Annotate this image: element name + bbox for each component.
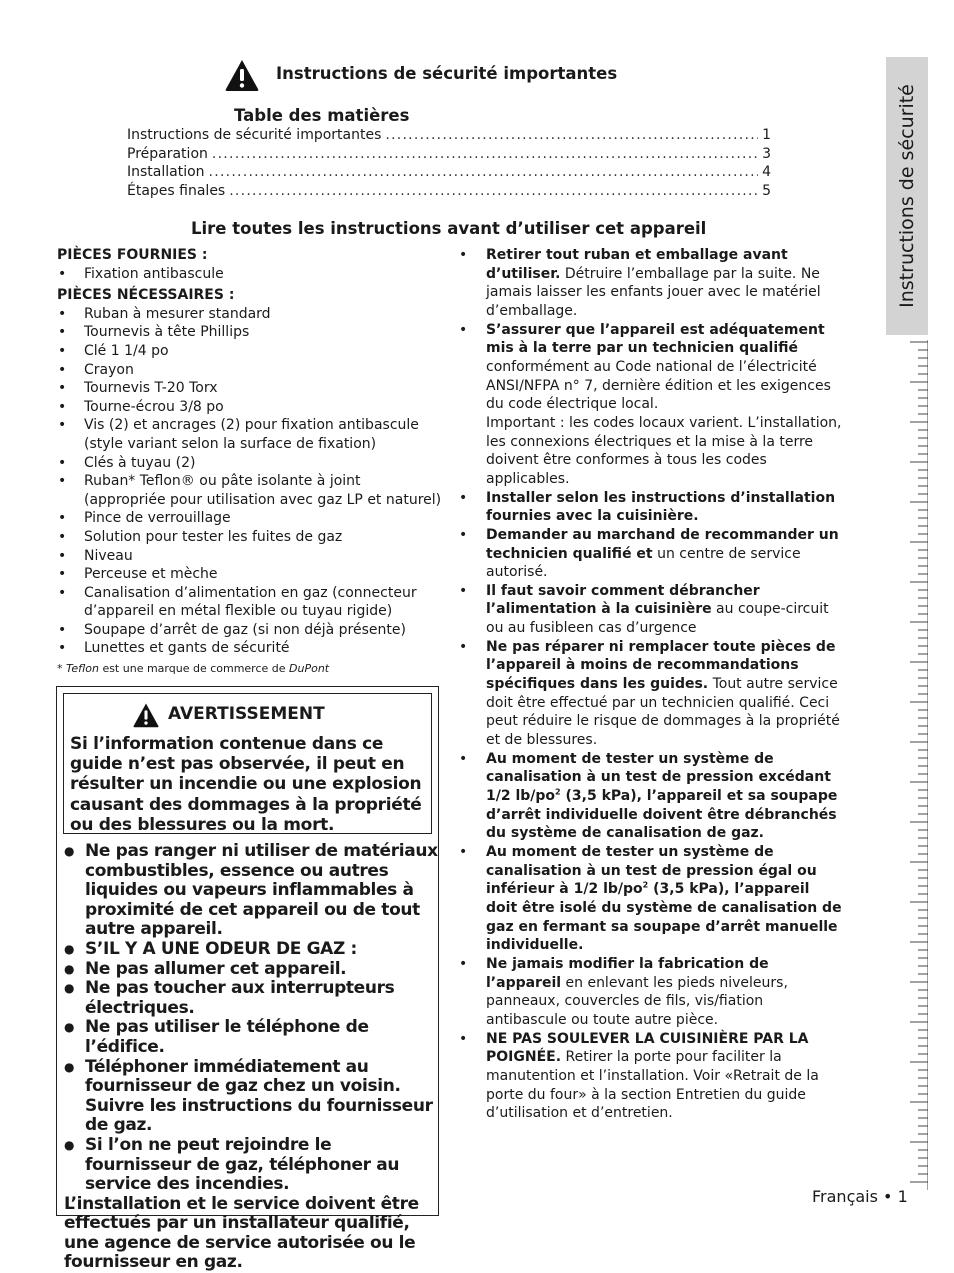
warning-instructions xyxy=(64,842,438,1273)
footer-bullet: • xyxy=(883,1187,893,1206)
list-item: • Clés à tuyau (2) xyxy=(57,454,442,473)
safety-instructions-column xyxy=(458,246,842,1123)
toc-dot-leader xyxy=(385,126,758,145)
list-item: • Niveau xyxy=(57,547,442,566)
safety-item: • Retirer tout ruban et emballage avant d’utiliser. Détruire l’emballage par la suite. Ne jamais laisser les enfants jouer avec le matériel d’emballage. xyxy=(458,246,842,321)
list-item: • Vis (2) et ancrages (2) pour fixation antibascule (style variant selon la surface de fixation) xyxy=(57,416,442,453)
warning-triangle-icon xyxy=(132,702,160,728)
list-item: • Fixation antibascule xyxy=(57,265,442,284)
toc-entry-page: 1 xyxy=(762,127,771,143)
safety-item: • Il faut savoir comment débrancher l’alimentation à la cuisinière au coupe-circuit ou au fusibleen cas d’urgence xyxy=(458,582,842,638)
warning-item: ● Ne pas toucher aux interrupteurs électriques. xyxy=(64,979,438,1018)
list-item: • Clé 1 1/4 po xyxy=(57,342,442,361)
list-item: • Soupape d’arrêt de gaz (si non déjà présente) xyxy=(57,621,442,640)
toc-title: Table des matières xyxy=(234,106,410,125)
toc-entry-page: 3 xyxy=(762,145,771,162)
list-item: • Canalisation d’alimentation en gaz (connecteur d’appareil en métal flexible ou tuyau rigide) xyxy=(57,584,442,621)
safety-header xyxy=(224,58,644,92)
page-number: 1 xyxy=(897,1187,908,1206)
warning-box xyxy=(56,686,439,1273)
safety-item: • Ne jamais modifier la fabrication de l’appareil en enlevant les pieds niveleurs, panneaux, couvercles de fils, vis/fiation antibascule ou toute autre pièce. xyxy=(458,955,842,1030)
toc-dot-leader xyxy=(209,163,759,182)
warning-item: ● Si l’on ne peut rejoindre le fournisseur de gaz, téléphoner au service des incendies. xyxy=(64,1136,438,1195)
supplied-parts-list xyxy=(57,265,442,284)
warning-item: ● Téléphoner immédiatement au fournisseur de gaz chez un voisin. Suivre les instructions du fournisseur de gaz. xyxy=(64,1058,438,1136)
parts-column xyxy=(57,246,442,679)
toc-entry-label: Instructions de sécurité importantes xyxy=(127,127,382,143)
list-item: • Perceuse et mèche xyxy=(57,565,442,584)
list-item: • Crayon xyxy=(57,361,442,380)
page-footer xyxy=(812,1187,908,1206)
safety-item: • NE PAS SOULEVER LA CUISINIÈRE PAR LA POIGNÉE. Retirer la porte pour faciliter la manutention et l’installation. Voir «Retrait de la porte du four» à la section Entretien du guide d’utilisation et d’entretien. xyxy=(458,1030,842,1123)
warning-item: ● Ne pas utiliser le téléphone de l’édifice. xyxy=(64,1018,438,1057)
section-side-tab xyxy=(886,57,928,335)
warning-item: ● S’IL Y A UNE ODEUR DE GAZ : xyxy=(64,940,438,960)
warning-closing: L’installation et le service doivent être effectués par un installateur qualifié, une agence de service autorisée ou le fournisseur en gaz. xyxy=(64,1193,419,1273)
safety-item: • Au moment de tester un système de canalisation à un test de pression égal ou inférieur à 1/2 $lb/po^2$ (3,5 kPa), l’appareil doit être isolé du système de canalisation de gaz en fermant sa soupape d’arrêt manuelle individuelle. xyxy=(458,843,842,955)
toc-entry-label: Étapes finales xyxy=(127,182,226,199)
list-item: • Ruban à mesurer standard xyxy=(57,305,442,324)
warning-item: ● Ne pas ranger ni utiliser de matériaux combustibles, essence ou autres liquides ou vapeurs inflammables à proximité de cet appareil ou de tout autre appareil. xyxy=(64,842,438,940)
safety-item: • Installer selon les instructions d’installation fournies avec la cuisinière. xyxy=(458,489,842,526)
safety-item: • Demander au marchand de recommander un technicien qualifié et un centre de service autorisé. xyxy=(458,526,842,582)
toc-entry[interactable] xyxy=(127,126,771,145)
toc-entry-page: 4 xyxy=(762,164,771,180)
table-of-contents xyxy=(127,126,771,200)
warning-triangle-icon xyxy=(224,58,260,92)
needed-parts-list xyxy=(57,305,442,658)
teflon-footnote: * Teflon est une marque de commerce de DuPont xyxy=(57,662,330,676)
read-all-heading: Lire toutes les instructions avant d’utiliser cet appareil xyxy=(191,219,707,238)
supplied-parts-heading: PIÈCES FOURNIES : xyxy=(57,247,208,263)
warning-header-box xyxy=(63,693,432,834)
safety-item: • Au moment de tester un système de canalisation à un test de pression excédant 1/2 $lb/po^2$ (3,5 kPa), l’appareil et sa soupape d’arrêt individuelle doivent être débranchés du système de canalisation de gaz. xyxy=(458,750,842,843)
toc-entry[interactable] xyxy=(127,182,771,201)
page-title: Instructions de sécurité importantes xyxy=(276,64,618,83)
list-item: • Tourne-écrou 3/8 po xyxy=(57,398,442,417)
toc-dot-leader xyxy=(212,145,758,164)
list-item: • Ruban* Teflon® ou pâte isolante à joint (appropriée pour utilisation avec gaz LP et naturel) xyxy=(57,472,442,509)
list-item: • Pince de verrouillage xyxy=(57,509,442,528)
toc-entry-page: 5 xyxy=(762,182,771,199)
list-item: • Lunettes et gants de sécurité xyxy=(57,639,442,658)
toc-entry-label: Préparation xyxy=(127,145,208,162)
toc-dot-leader xyxy=(229,182,758,201)
footer-language: Français xyxy=(812,1187,878,1206)
side-tab-label: Instructions de sécurité xyxy=(896,84,918,308)
safety-item: • Ne pas réparer ni remplacer toute pièces de l’appareil à moins de recommandations spécifiques dans les guides. Tout autre service doit être effectué par un technicien qualifié. Ceci peut réduire le risque de dommages à la propriété et de blessures. xyxy=(458,638,842,750)
warning-text: Si l’information contenue dans ce guide n’est pas observée, il peut en résulter un incendie ou une explosion causant des dommages à la propriété ou des blessures ou la mort. xyxy=(70,734,422,835)
safety-item: • S’assurer que l’appareil est adéquatement mis à la terre par un technicien qualifié conformément au Code national de l’électricité ANSI/NFPA n° 7, dernière édition et les exigences du code électrique local. Important : les codes locaux varient. L’installation, les connexions électriques et la mise à la terre doivent être conformes à tous les codes applicables. xyxy=(458,321,842,489)
list-item: • Solution pour tester les fuites de gaz xyxy=(57,528,442,547)
warning-title: AVERTISSEMENT xyxy=(168,704,325,724)
list-item: • Tournevis à tête Phillips xyxy=(57,323,442,342)
toc-entry-label: Installation xyxy=(127,164,205,180)
warning-item: ● Ne pas allumer cet appareil. xyxy=(64,960,438,980)
toc-entry[interactable] xyxy=(127,163,771,182)
list-item: • Tournevis T-20 Torx xyxy=(57,379,442,398)
toc-entry[interactable] xyxy=(127,145,771,164)
needed-parts-heading: PIÈCES NÉCESSAIRES : xyxy=(57,287,235,304)
margin-ruler-decoration xyxy=(908,340,928,1190)
